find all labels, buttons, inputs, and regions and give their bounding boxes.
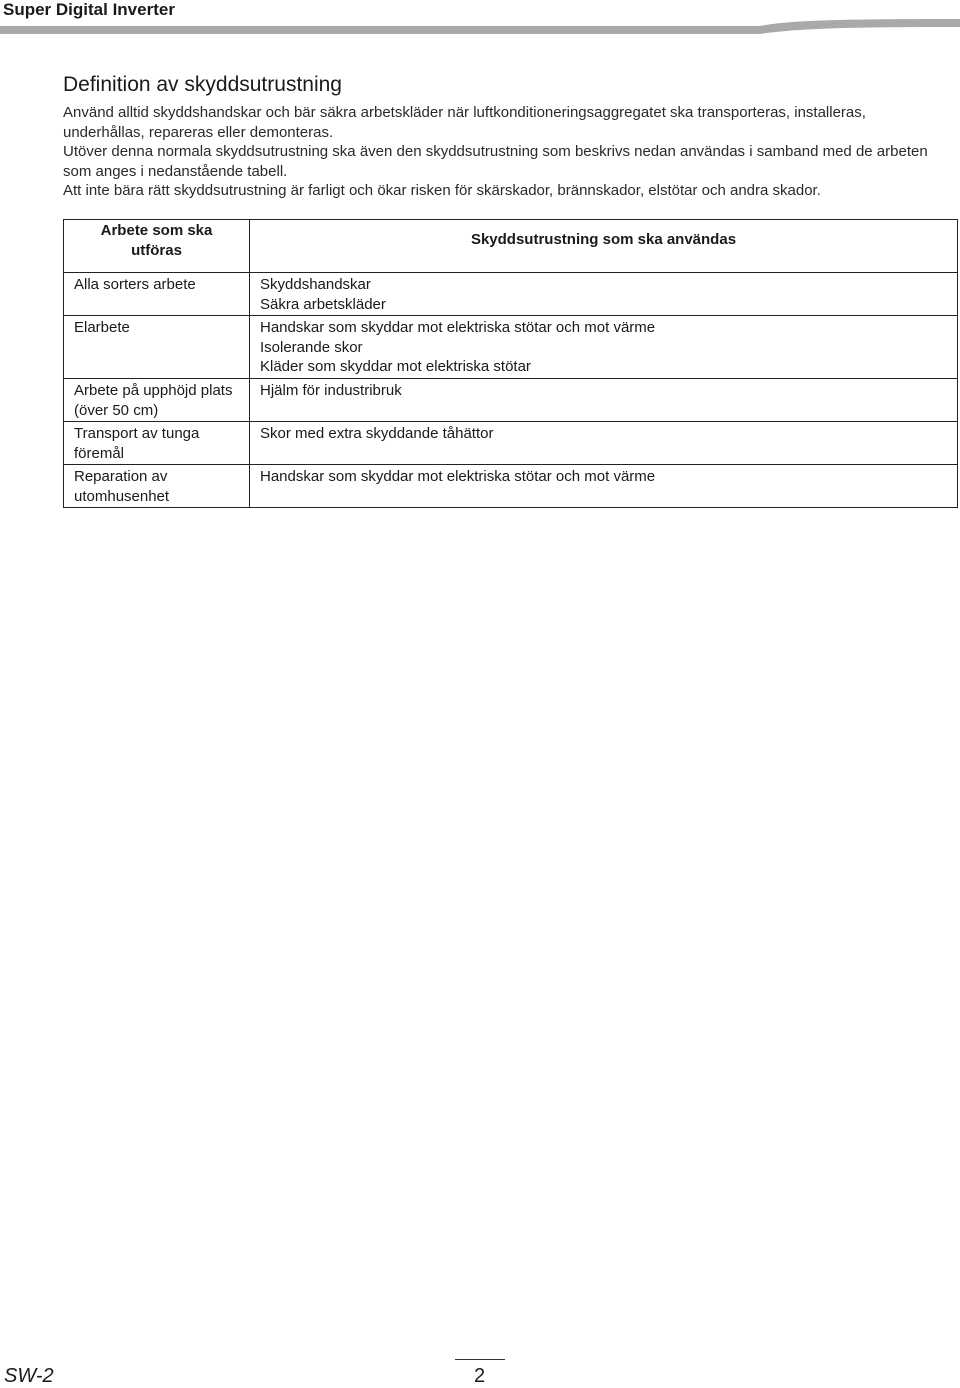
column-header-work: Arbete som ska utföras (64, 220, 250, 273)
table-header-row (64, 220, 958, 273)
table-row (64, 465, 958, 508)
equipment-item: Hjälm för industribruk (260, 382, 402, 399)
column-header-equipment: Skyddsutrustning som ska användas (250, 220, 958, 273)
document-header-title: Super Digital Inverter (3, 0, 175, 19)
table-row (64, 422, 958, 465)
equipment-item: Skyddshandskar (260, 276, 371, 293)
equipment-item: Isolerande skor (260, 338, 363, 356)
work-cell: Arbete på upphöjd plats (över 50 cm) (64, 379, 250, 422)
section-heading: Definition av skyddsutrustning (63, 73, 342, 96)
protective-equipment-table (63, 219, 958, 508)
header-decorative-bar (0, 19, 960, 39)
equipment-item: Kläder som skyddar mot elektriska stötar (260, 358, 531, 375)
equipment-cell (250, 422, 958, 465)
equipment-item: Handskar som skyddar mot elektriska stötar och mot värme (260, 468, 656, 485)
equipment-cell (250, 316, 958, 379)
intro-paragraph: Utöver denna normala skyddsutrustning ska även den skyddsutrustning som beskrivs nedan användas i samband med de arbeten som anges i nedanstående tabell. (63, 143, 928, 180)
work-cell: Reparation av utomhusenhet (64, 465, 250, 508)
footer-document-code: SW-2 (4, 1365, 54, 1387)
table-row (64, 316, 958, 379)
table-row (64, 273, 958, 316)
work-cell: Transport av tunga föremål (64, 422, 250, 465)
equipment-item: Skor med extra skyddande tåhättor (260, 425, 494, 442)
equipment-cell (250, 465, 958, 508)
footer-page-number: 2 (474, 1365, 486, 1387)
intro-paragraph: Använd alltid skyddshandskar och bär säkra arbetskläder när luftkonditioneringsaggregatet ska transporteras, installeras, underhållas, repareras eller demonteras. (63, 104, 866, 141)
equipment-item: Säkra arbetskläder (260, 295, 386, 313)
table-row (64, 379, 958, 422)
intro-paragraph: Att inte bära rätt skyddsutrustning är farligt och ökar risken för skärskador, brännskador, elstötar och andra skador. (63, 182, 821, 199)
equipment-item: Handskar som skyddar mot elektriska stötar och mot värme (260, 319, 656, 336)
work-cell: Elarbete (64, 316, 250, 379)
footer-divider (455, 1359, 505, 1360)
equipment-cell (250, 273, 958, 316)
work-cell: Alla sorters arbete (64, 273, 250, 316)
intro-text (63, 103, 943, 201)
equipment-cell (250, 379, 958, 422)
